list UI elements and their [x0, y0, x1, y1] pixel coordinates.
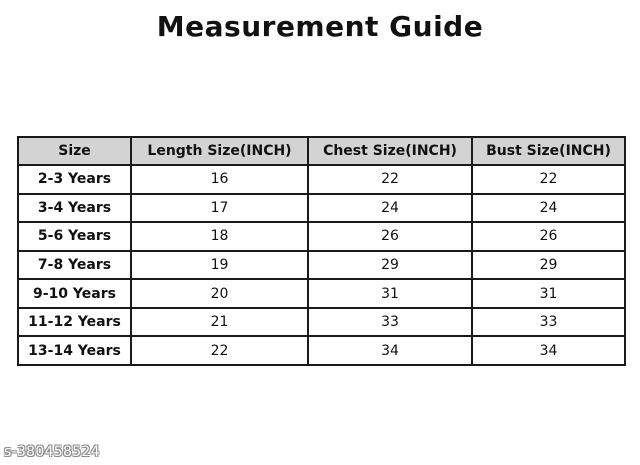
- chest-cell: 33: [308, 308, 472, 337]
- size-cell: 11-12 Years: [18, 308, 131, 337]
- bust-cell: 33: [472, 308, 625, 337]
- table-header: [18, 137, 625, 165]
- table-row: [18, 251, 625, 280]
- bust-cell: 22: [472, 165, 625, 194]
- chest-cell: 22: [308, 165, 472, 194]
- size-cell: 3-4 Years: [18, 194, 131, 223]
- length-cell: 20: [131, 279, 308, 308]
- length-cell: 17: [131, 194, 308, 223]
- chest-cell: 31: [308, 279, 472, 308]
- bust-cell: 29: [472, 251, 625, 280]
- table-row: [18, 165, 625, 194]
- chest-cell: 24: [308, 194, 472, 223]
- table-row: [18, 336, 625, 365]
- table-body: [18, 165, 625, 365]
- table-row: [18, 194, 625, 223]
- bust-cell: 26: [472, 222, 625, 251]
- header-size: Size: [18, 137, 131, 165]
- bust-cell: 31: [472, 279, 625, 308]
- watermark-text: s-380458524: [4, 444, 100, 460]
- size-cell: 2-3 Years: [18, 165, 131, 194]
- size-cell: 13-14 Years: [18, 336, 131, 365]
- header-chest: Chest Size(INCH): [308, 137, 472, 165]
- length-cell: 19: [131, 251, 308, 280]
- header-bust: Bust Size(INCH): [472, 137, 625, 165]
- header-row: [18, 137, 625, 165]
- table-row: [18, 222, 625, 251]
- chest-cell: 26: [308, 222, 472, 251]
- bust-cell: 24: [472, 194, 625, 223]
- table-row: [18, 279, 625, 308]
- page-title: Measurement Guide: [156, 10, 484, 43]
- length-cell: 22: [131, 336, 308, 365]
- length-cell: 18: [131, 222, 308, 251]
- length-cell: 16: [131, 165, 308, 194]
- measurement-table: [17, 136, 626, 366]
- table-row: [18, 308, 625, 337]
- size-cell: 9-10 Years: [18, 279, 131, 308]
- chest-cell: 34: [308, 336, 472, 365]
- header-length: Length Size(INCH): [131, 137, 308, 165]
- size-cell: 5-6 Years: [18, 222, 131, 251]
- bust-cell: 34: [472, 336, 625, 365]
- chest-cell: 29: [308, 251, 472, 280]
- size-cell: 7-8 Years: [18, 251, 131, 280]
- length-cell: 21: [131, 308, 308, 337]
